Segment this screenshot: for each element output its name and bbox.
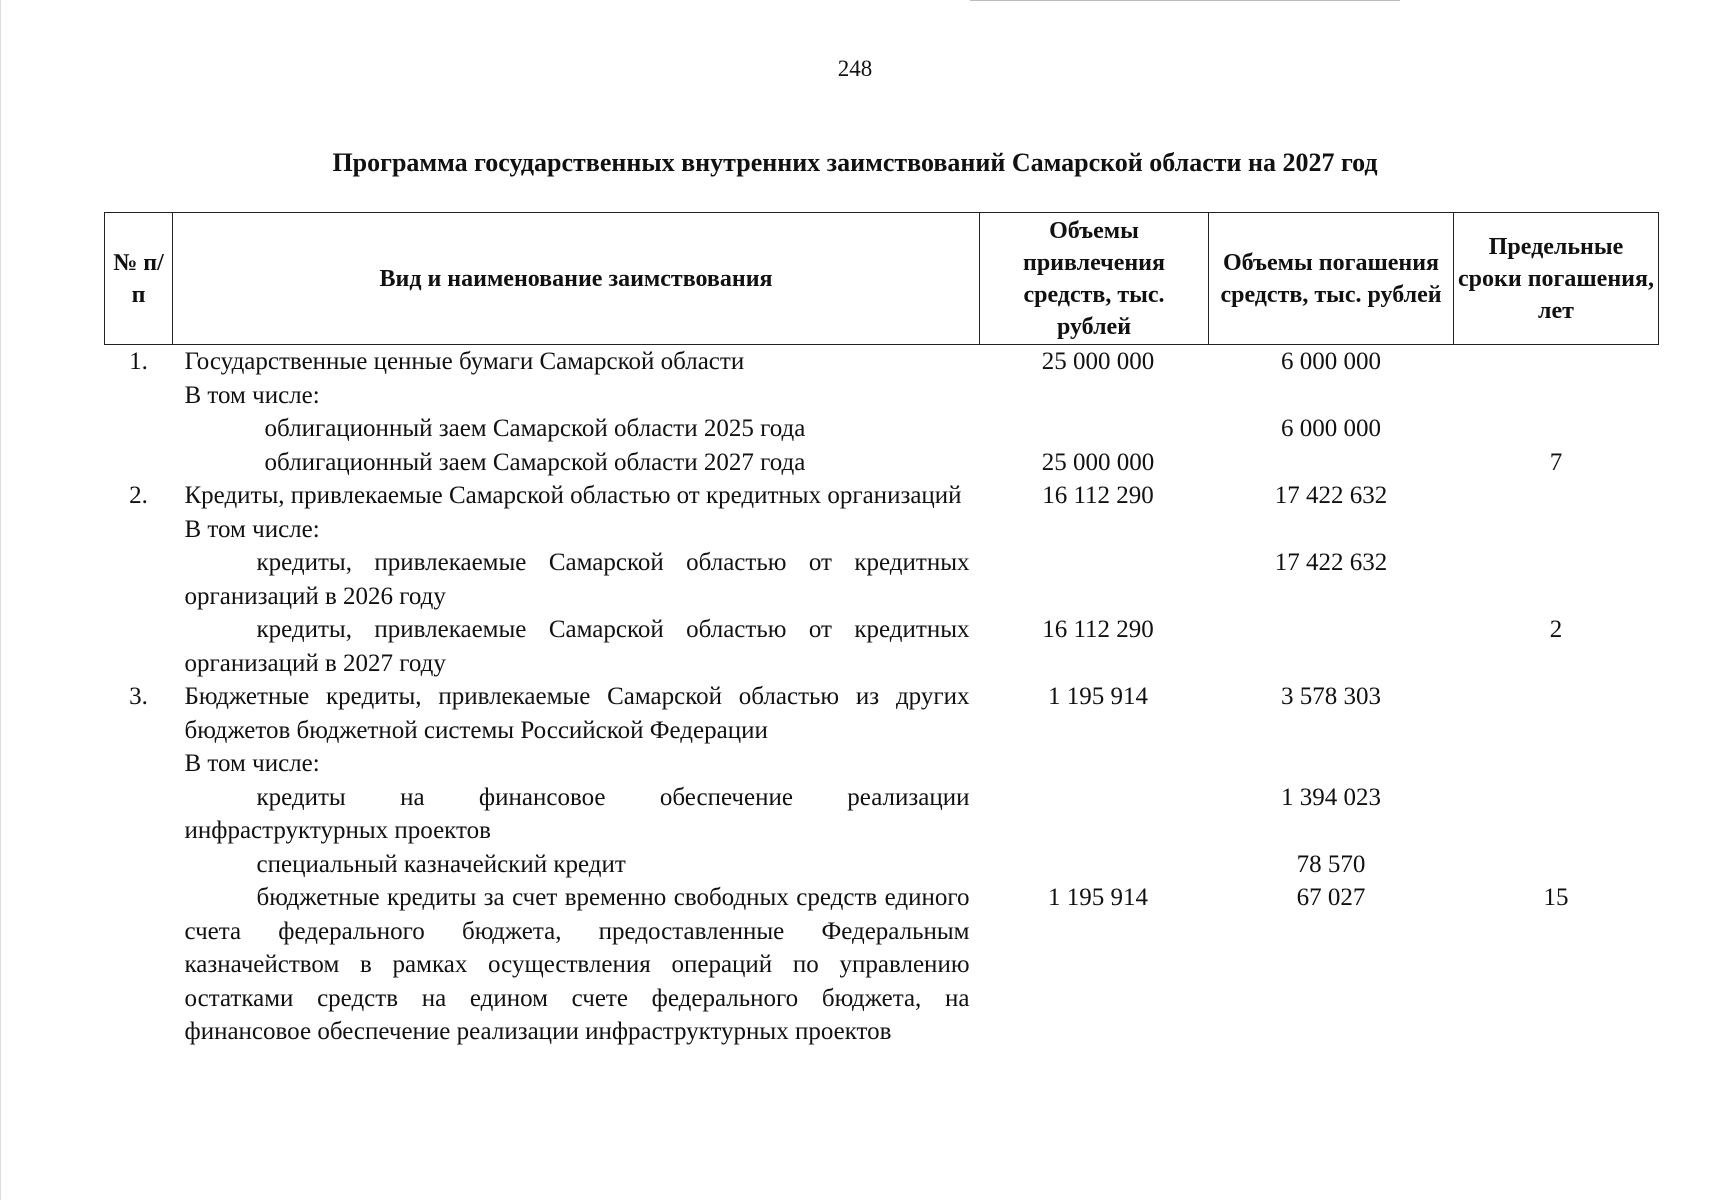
table-row <box>105 848 1659 882</box>
row-number <box>105 446 173 480</box>
repayment-amount: 67 027 <box>1296 884 1366 911</box>
borrowing-name: кредиты, привлекаемые Самарской областью от кредитных организаций в 2026 году <box>184 549 970 610</box>
borrowing-name: В том числе: <box>184 750 320 777</box>
repayment-term <box>1454 479 1659 513</box>
borrowing-name: бюджетные кредиты за счет временно свободных средств единого счета федерального бюджета, предоставленные Федеральным казначейством в рамках осуществления операций по управлению остатками средств на едином счете федерального бюджета, на финансовое обеспечение реализации инфраструктурных проектов <box>184 884 970 1045</box>
borrowing-name: В том числе: <box>184 515 320 543</box>
attraction-amount: 1 195 914 <box>1048 884 1148 911</box>
repayment-amount <box>1209 747 1454 781</box>
repayment-amount: 6 000 000 <box>1281 415 1381 442</box>
table-row <box>105 613 1659 680</box>
header-borrowing-name: Вид и наименование заимствования <box>173 213 980 345</box>
repayment-amount: 78 570 <box>1296 850 1366 878</box>
attraction-amount: 16 112 290 <box>1042 616 1154 643</box>
repayment-term <box>1454 546 1659 613</box>
attraction-amount: 25 000 000 <box>1041 348 1155 375</box>
table-row <box>105 446 1659 480</box>
table-row <box>105 345 1659 379</box>
row-number: 2. <box>129 482 148 509</box>
scan-artifact-line <box>970 0 1400 1</box>
repayment-term <box>1454 781 1659 848</box>
table-row <box>105 479 1659 513</box>
borrowing-name: облигационный заем Самарской области 2027 года <box>264 448 806 476</box>
repayment-term <box>1454 412 1659 446</box>
borrowings-table <box>104 212 1659 1049</box>
header-repayment-term: Предельные сроки погашения, лет <box>1454 213 1659 345</box>
row-number <box>105 781 173 848</box>
row-number <box>105 613 173 680</box>
document-title: Программа государственных внутренних заимствований Самарской области на 2027 год <box>332 148 1378 177</box>
row-number <box>105 546 173 613</box>
repayment-amount: 3 578 303 <box>1281 683 1381 710</box>
scan-artifact-edge <box>0 0 1 1200</box>
row-number <box>105 513 173 547</box>
repayment-amount: 17 422 632 <box>1274 549 1388 576</box>
repayment-term <box>1454 680 1659 747</box>
repayment-term <box>1454 747 1659 781</box>
row-number: 1. <box>129 348 148 375</box>
row-number <box>105 747 173 781</box>
page-number: 248 <box>837 56 873 81</box>
header-attraction-volume: Объемы привлечения средств, тыс. рублей <box>980 213 1209 345</box>
table-row <box>105 379 1659 413</box>
repayment-term <box>1454 848 1659 882</box>
attraction-amount <box>980 546 1209 613</box>
header-number: № п/п <box>105 213 173 345</box>
repayment-term <box>1454 379 1659 413</box>
row-number <box>105 848 173 882</box>
table-header <box>105 213 1659 345</box>
row-number <box>105 881 173 1049</box>
borrowing-name: облигационный заем Самарской области 2025 года <box>264 415 806 442</box>
borrowing-name: Государственные ценные бумаги Самарской области <box>184 348 745 375</box>
table-row <box>105 680 1659 747</box>
borrowing-name: В том числе: <box>184 381 320 409</box>
row-number <box>105 379 173 413</box>
repayment-amount <box>1209 613 1454 680</box>
table-body <box>105 345 1659 1049</box>
borrowing-name: Бюджетные кредиты, привлекаемые Самарской областью из других бюджетов бюджетной системы Российской Федерации <box>184 683 970 744</box>
table-row <box>105 412 1659 446</box>
borrowing-name: Кредиты, привлекаемые Самарской областью от кредитных организаций <box>184 482 962 509</box>
attraction-amount: 1 195 914 <box>1048 683 1148 710</box>
attraction-amount: 16 112 290 <box>1042 482 1154 509</box>
repayment-amount: 17 422 632 <box>1274 482 1388 509</box>
row-number <box>105 412 173 446</box>
attraction-amount <box>980 747 1209 781</box>
table-row <box>105 781 1659 848</box>
repayment-amount <box>1209 379 1454 413</box>
table-row <box>105 881 1659 1049</box>
repayment-term: 15 <box>1543 884 1569 911</box>
attraction-amount <box>980 379 1209 413</box>
repayment-term <box>1454 345 1659 379</box>
header-repayment-volume: Объемы погашения средств, тыс. рублей <box>1209 213 1454 345</box>
repayment-term: 7 <box>1549 448 1563 476</box>
attraction-amount <box>980 781 1209 848</box>
row-number: 3. <box>129 683 148 710</box>
repayment-amount <box>1209 446 1454 480</box>
attraction-amount <box>980 412 1209 446</box>
repayment-term <box>1454 513 1659 547</box>
table-row <box>105 747 1659 781</box>
repayment-amount: 1 394 023 <box>1281 783 1381 811</box>
borrowing-name: кредиты, привлекаемые Самарской областью от кредитных организаций в 2027 году <box>184 616 970 677</box>
borrowing-name: специальный казначейский кредит <box>256 850 626 878</box>
attraction-amount <box>980 513 1209 547</box>
attraction-amount <box>980 848 1209 882</box>
table-row <box>105 513 1659 547</box>
repayment-term: 2 <box>1549 616 1563 643</box>
repayment-amount <box>1209 513 1454 547</box>
attraction-amount: 25 000 000 <box>1041 448 1155 476</box>
repayment-amount: 6 000 000 <box>1281 348 1381 375</box>
table-row <box>105 546 1659 613</box>
borrowing-name: кредиты на финансовое обеспечение реализации инфраструктурных проектов <box>184 783 970 844</box>
